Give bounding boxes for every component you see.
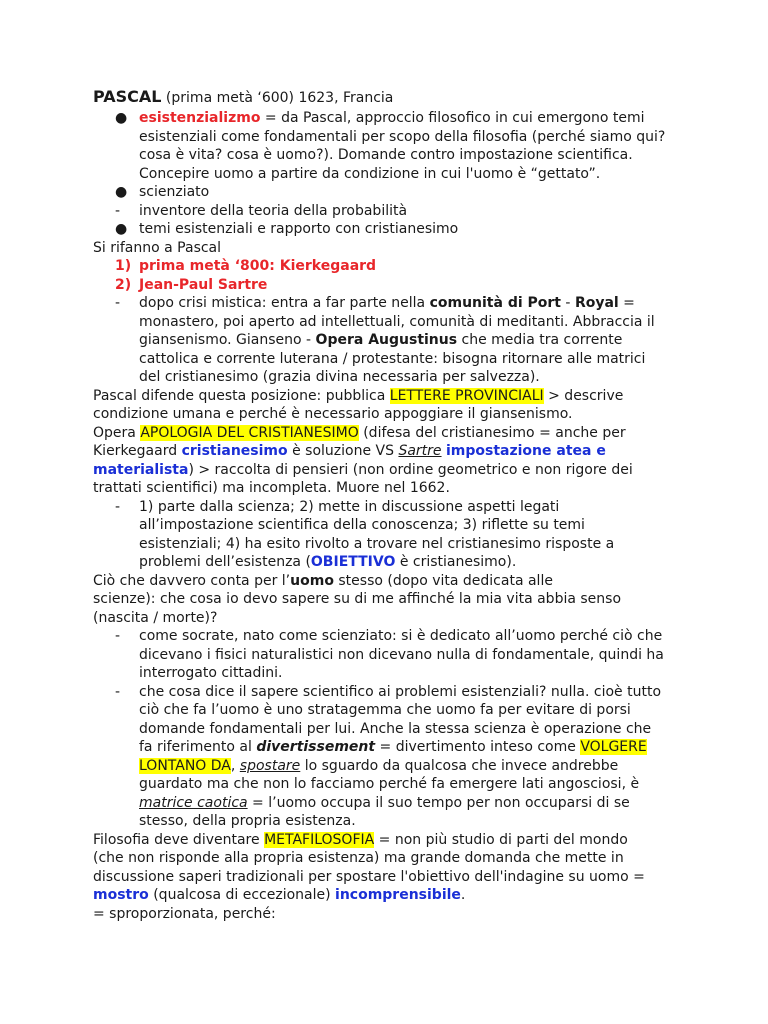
- parti-line-4: problemi dell’esistenza (OBIETTIVO è cristianesimo).: [139, 554, 517, 570]
- intro-item-1-line-4: Concepire uomo a partire da condizione in cui l'uomo è “gettato”.: [139, 165, 601, 182]
- socrate-line-2: dicevano i fisici naturalistici non dicevano nulla di fondamentale, quindi ha: [139, 646, 664, 663]
- rifanno-item-kierkegaard: prima metà ‘800: Kierkegaard: [139, 258, 377, 274]
- dash-marker: -: [115, 683, 121, 700]
- sapere-line-7: matrice caotica = l’uomo occupa il suo tempo per non occuparsi di se: [139, 794, 630, 811]
- title-pascal: PASCAL: [93, 87, 162, 106]
- bullet-marker: ●: [115, 221, 128, 237]
- meta-line-5: = sproporzionata, perché:: [93, 905, 276, 922]
- sapere-line-5: LONTANO DA, spostare lo sguardo da qualcosa che invece andrebbe: [139, 757, 619, 774]
- term-esistenzialismo: esistenzializmo: [139, 110, 261, 126]
- title-subtitle: (prima metà ‘600) 1623, Francia: [161, 90, 394, 106]
- parti-line-2: all’impostazione scientifica della conoscenza; 3) riflette su temi: [139, 517, 585, 533]
- apologia-line-1: Opera APOLOGIA DEL CRISTIANESIMO (difesa del cristianesimo = anche per: [93, 424, 626, 441]
- sapere-line-8: stesso, della propria esistenza.: [139, 813, 356, 829]
- socrate-line-1: come socrate, nato come scienziato: si è dedicato all’uomo perché ciò che: [139, 628, 663, 644]
- conta-line-1: Ciò che davvero conta per l’uomo stesso (dopo vita dedicata alle: [93, 572, 553, 589]
- sapere-line-3: domande fondamentali per lui. Anche la stessa scienza è operazione che: [139, 720, 652, 737]
- crisi-line-5: del cristianesimo (grazia divina necessaria per salvezza).: [139, 369, 540, 385]
- crisi-line-4: cattolica e corrente luterana / protestante: bisogna ritornare alle matrici: [139, 350, 646, 367]
- parti-line-1: 1) parte dalla scienza; 2) mette in discussione aspetti legati: [139, 498, 560, 515]
- apologia-line-4: trattati scientifici) ma incompleta. Muore nel 1662.: [93, 480, 450, 496]
- intro-item-3: inventore della teoria della probabilità: [139, 202, 408, 219]
- highlight-apologia: APOLOGIA DEL CRISTIANESIMO: [140, 424, 359, 441]
- intro-item-1-line-1: esistenzializmo = da Pascal, approccio filosofico in cui emergono temi: [139, 110, 645, 126]
- dash-marker: -: [115, 628, 121, 644]
- dash-marker: -: [115, 498, 121, 515]
- difende-line-1: Pascal difende questa posizione: pubblica LETTERE PROVINCIALI > descrive: [93, 387, 624, 404]
- dash-marker: -: [115, 295, 121, 311]
- meta-line-1: Filosofia deve diventare METAFILOSOFIA = non più studio di parti del mondo: [93, 831, 628, 848]
- crisi-line-2: monastero, poi aperto ad intellettuali, comunità di meditanti. Abbraccia il: [139, 313, 655, 330]
- socrate-line-3: interrogato cittadini.: [139, 665, 283, 681]
- meta-line-4: mostro (qualcosa di eccezionale) incomprensibile.: [93, 887, 466, 903]
- sapere-line-6: guardato ma che non lo facciamo perché fa emergere lati angosciosi, è: [139, 776, 640, 792]
- sapere-line-1: che cosa dice il sapere scientifico ai problemi esistenziali? nulla. cioè tutto: [139, 683, 662, 700]
- crisi-line-1: dopo crisi mistica: entra a far parte nella comunità di Port - Royal =: [139, 295, 635, 311]
- apologia-line-3: materialista) > raccolta di pensieri (non ordine geometrico e non rigore dei: [93, 461, 633, 478]
- page-title: [93, 88, 393, 107]
- bullet-marker: ●: [115, 184, 128, 200]
- parti-line-3: esistenziali; 4) ha esito rivolto a trovare nel cristianesimo risposte a: [139, 535, 615, 552]
- bullet-marker: ●: [115, 110, 128, 126]
- numbered-marker-1: 1): [115, 258, 132, 274]
- meta-line-2: (che non risponde alla propria esistenza) ma grande domanda che mette in: [93, 850, 624, 866]
- intro-item-1-line-3: cosa è vita? cosa è uomo?). Domande contro impostazione scientifica.: [139, 147, 633, 163]
- intro-item-4: temi esistenziali e rapporto con cristianesimo: [139, 221, 459, 237]
- conta-line-2: scienze): che cosa io devo sapere su di me affinché la mia vita abbia senso: [93, 591, 622, 607]
- intro-item-2: scienziato: [139, 184, 210, 200]
- intro-item-1-line-2: esistenziali come fondamentali per scopo della filosofia (perché siamo qui?: [139, 128, 666, 145]
- difende-line-2: condizione umana e perché è necessario appoggiare il giansenismo.: [93, 406, 573, 422]
- highlight-metafilosofia: METAFILOSOFIA: [264, 831, 375, 848]
- apologia-line-2: Kierkegaard cristianesimo è soluzione VS Sartre impostazione atea e: [93, 443, 606, 459]
- highlight-lettere-provinciali: LETTERE PROVINCIALI: [389, 387, 544, 404]
- numbered-marker-2: 2): [115, 276, 132, 293]
- sapere-line-2: ciò che fa l’uomo è uno stratagemma che uomo fa per evitare di porsi: [139, 702, 631, 718]
- term-divertissement: divertissement: [256, 739, 376, 755]
- rifanno-item-sartre: Jean-Paul Sartre: [139, 276, 268, 293]
- meta-line-3: discussione saperi tradizionali per spostare l'obiettivo dell'indagine su uomo =: [93, 868, 645, 885]
- sapere-line-4: fa riferimento al divertissement = divertimento inteso come VOLGERE: [139, 739, 647, 755]
- crisi-line-3: giansenismo. Gianseno - Opera Augustinus che media tra corrente: [139, 332, 623, 348]
- rifanno-text: Si rifanno a Pascal: [93, 239, 222, 256]
- conta-line-3: (nascita / morte)?: [93, 609, 218, 626]
- dash-marker: -: [115, 202, 121, 219]
